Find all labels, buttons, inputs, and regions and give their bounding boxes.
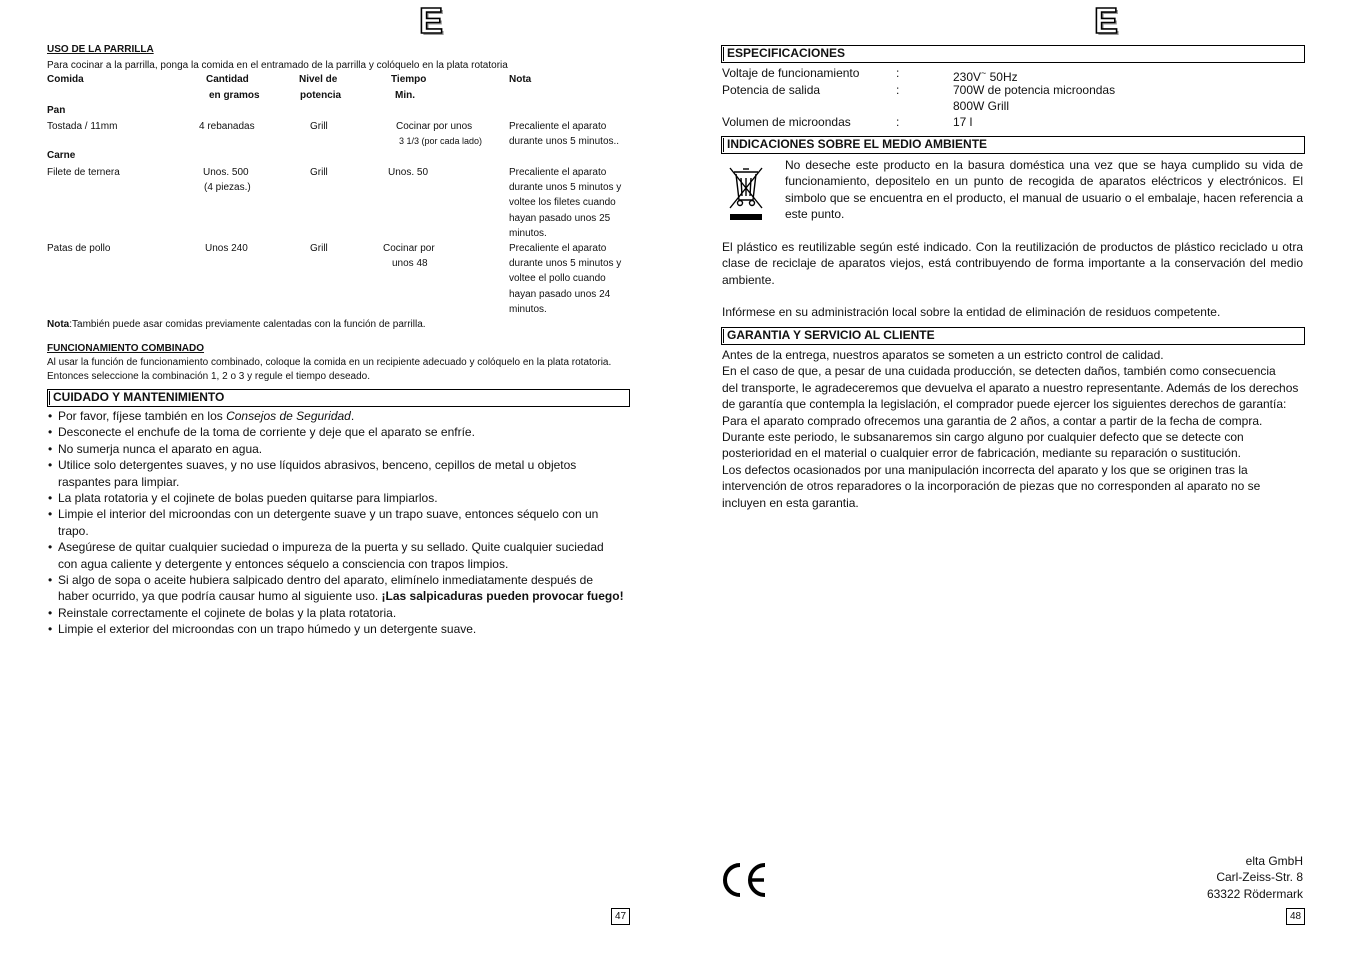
grill-note: Nota:También puede asar comidas previamente calentadas con la función de parrilla. xyxy=(47,319,426,330)
table-cell: Filete de ternera xyxy=(47,167,120,178)
page-number: 47 xyxy=(611,908,630,925)
col-header-food: Comida xyxy=(47,74,84,85)
warranty-text: Antes de la entrega, nuestros aparatos se someten a un estricto control de calidad. En el caso de que, a pesar de una cuidada producción, se detecten daños, también como consecuencia del transporte, le agradeceremos que devuelva el aparato a nuestro representante. Además de los derechos de garantía que contempla la legislación, el comprador puede ejercer los siguientes derechos de garantía: Para el aparato comprado ofrecemos una garantia de 2 años, a contar a partir de la fecha de compra. Durante este periodo, le subsanaremos sin cargo alguno por cualquier defecto que se detecte con posterioridad en el material o cualquier error de fabricación, mediante su reparación o sustitución. Los defectos ocasionados por una manipulación incorrecta del aparato y los que se originen tras la intervención de otros reparadores o la incorporación de piezas que no corresponden al aparato no se incluyen en esta garantia. xyxy=(722,348,1299,510)
category-carne: Carne xyxy=(47,150,76,161)
col-header-qty: Cantidad xyxy=(206,74,249,85)
plastic-text: El plástico es reutilizable según esté indicado. Con la reutilización de productos de plástico reciclado u otra clase de reciclaje de aparatos viejos, está contribuyendo de forma importante a la conservación del medio ambiente. xyxy=(722,240,1303,287)
combo-text: Al usar la función de funcionamiento combinado, coloque la comida en un recipiente adecuado y colóquelo en la plata rotatoria. Entonces seleccione la combinación 1, 2 o 3 y regule el tiempo deseado. xyxy=(47,357,612,382)
list-item: • Asegúrese de quitar cualquier suciedad o impureza de la puerta y su sellado. Quite cualquier suciedad con agua caliente y detergente y entonces séquelo a consciencia con trapos limpios. xyxy=(48,540,604,571)
spec-label: Volumen de microondas xyxy=(722,115,851,129)
page-number: 48 xyxy=(1286,908,1305,925)
table-cell: Precaliente el aparato durante unos 5 minutos y voltee el pollo cuando hayan pasado unos 24 minutos. xyxy=(509,243,622,315)
table-cell: Unos 240 xyxy=(205,243,248,254)
list-item: • Limpie el interior del microondas con un detergente suave y un trapo suave, entonces séquelo con un trapo. xyxy=(48,507,599,538)
category-pan: Pan xyxy=(47,105,66,116)
list-item: • La plata rotatoria y el cojinete de bolas pueden quitarse para limpiarlos. xyxy=(48,491,438,506)
spec-value: 17 l xyxy=(953,115,973,129)
col-header-note: Nota xyxy=(509,74,532,85)
page-letter: E xyxy=(1094,0,1119,41)
table-cell: Cocinar por xyxy=(383,243,435,254)
table-cell: Grill xyxy=(310,243,328,254)
section-title-grill: USO DE LA PARRILLA xyxy=(47,44,154,55)
table-cell: (4 piezas.) xyxy=(204,182,251,193)
warranty-heading: GARANTIA Y SERVICIO AL CLIENTE xyxy=(721,327,1305,345)
table-cell: Grill xyxy=(310,121,328,132)
spec-label: Voltaje de funcionamiento xyxy=(722,66,860,80)
table-cell: 4 rebanadas xyxy=(199,121,255,132)
spec-value: 700W de potencia microondas 800W Grill xyxy=(953,83,1116,113)
environment-text: No deseche este producto en la basura doméstica una vez que se haya cumplido su vida de funcionamiento, depositelo en un punto de recogida de aparatos eléctricos y electrónicos. El simbolo que se encuentra en el producto, el manual de usuario o el embalaje, hacen referencia a este punto. xyxy=(785,158,1303,222)
list-item: • Por favor, fíjese también en los Consejos de Seguridad. xyxy=(48,409,355,423)
section-title-combo: FUNCIONAMIENTO COMBINADO xyxy=(47,343,205,354)
spec-colon: : xyxy=(896,66,900,80)
list-item: • Si algo de sopa o aceite hubiera salpicado dentro del aparato, elimínelo inmediatamente después de haber ocurrido, ya que podría causar humo al siguiente uso. ¡Las salpicaduras pueden provocar fuego! xyxy=(48,573,624,604)
table-cell: Tostada / 11mm xyxy=(47,121,118,132)
table-cell: 3 1/3 (por cada lado) xyxy=(399,136,483,146)
list-item: • Desconecte el enchufe de la toma de corriente y deje que el aparato se enfríe. xyxy=(48,425,475,440)
table-cell: Unos. 50 xyxy=(388,167,429,178)
list-item: • Reinstale correctamente el cojinete de bolas y la plata rotatoria. xyxy=(48,605,397,620)
table-cell: unos 48 xyxy=(392,258,428,269)
table-cell: Patas de pollo xyxy=(47,243,111,254)
list-item: • Limpie el exterior del microondas con un trapo húmedo y un detergente suave. xyxy=(48,622,477,637)
table-cell: Unos. 500 xyxy=(203,167,249,178)
table-cell: Grill xyxy=(310,167,328,178)
spec-label: Potencia de salida xyxy=(722,83,821,97)
care-heading: CUIDADO Y MANTENIMIENTO xyxy=(47,389,630,407)
spec-value: 230V~ 50Hz xyxy=(953,68,1018,84)
list-item: • No sumerja nunca el aparato en agua. xyxy=(48,441,263,456)
table-cell: Precaliente el aparato durante unos 5 minutos y voltee los filetes cuando hayan pasado unos 25 minutos. xyxy=(509,167,622,239)
col-header-level-2: potencia xyxy=(300,90,342,101)
spec-colon: : xyxy=(896,83,900,97)
list-item: • Utilice solo detergentes suaves, y no use líquidos abrasivos, benceno, cepillos de metal u objetos raspantes para limpiar. xyxy=(48,458,577,489)
spec-heading: ESPECIFICACIONES xyxy=(721,45,1305,63)
spec-colon: : xyxy=(896,115,900,129)
crossed-out-wheelie-bin-icon xyxy=(726,160,766,229)
manufacturer-address: elta GmbH Carl-Zeiss-Str. 8 63322 Rödermark xyxy=(1206,854,1303,901)
col-header-level: Nivel de xyxy=(299,74,338,85)
page-letter: E xyxy=(419,0,444,41)
inform-text: Infórmese en su administración local sobre la entidad de eliminación de residuos competente. xyxy=(722,305,1221,319)
care-list xyxy=(47,408,637,638)
col-header-time: Tiempo xyxy=(391,74,427,85)
ce-mark-icon xyxy=(721,862,769,903)
table-cell: Cocinar por unos xyxy=(396,121,473,132)
environment-heading: INDICACIONES SOBRE EL MEDIO AMBIENTE xyxy=(721,136,1305,154)
col-header-time-unit: Min. xyxy=(395,90,415,101)
table-cell: Precaliente el aparato durante unos 5 minutos.. xyxy=(509,121,620,148)
grill-intro: Para cocinar a la parrilla, ponga la comida en el entramado de la parrilla y colóquelo en la plata rotatoria xyxy=(47,60,508,71)
col-header-qty-unit: en gramos xyxy=(209,90,260,101)
